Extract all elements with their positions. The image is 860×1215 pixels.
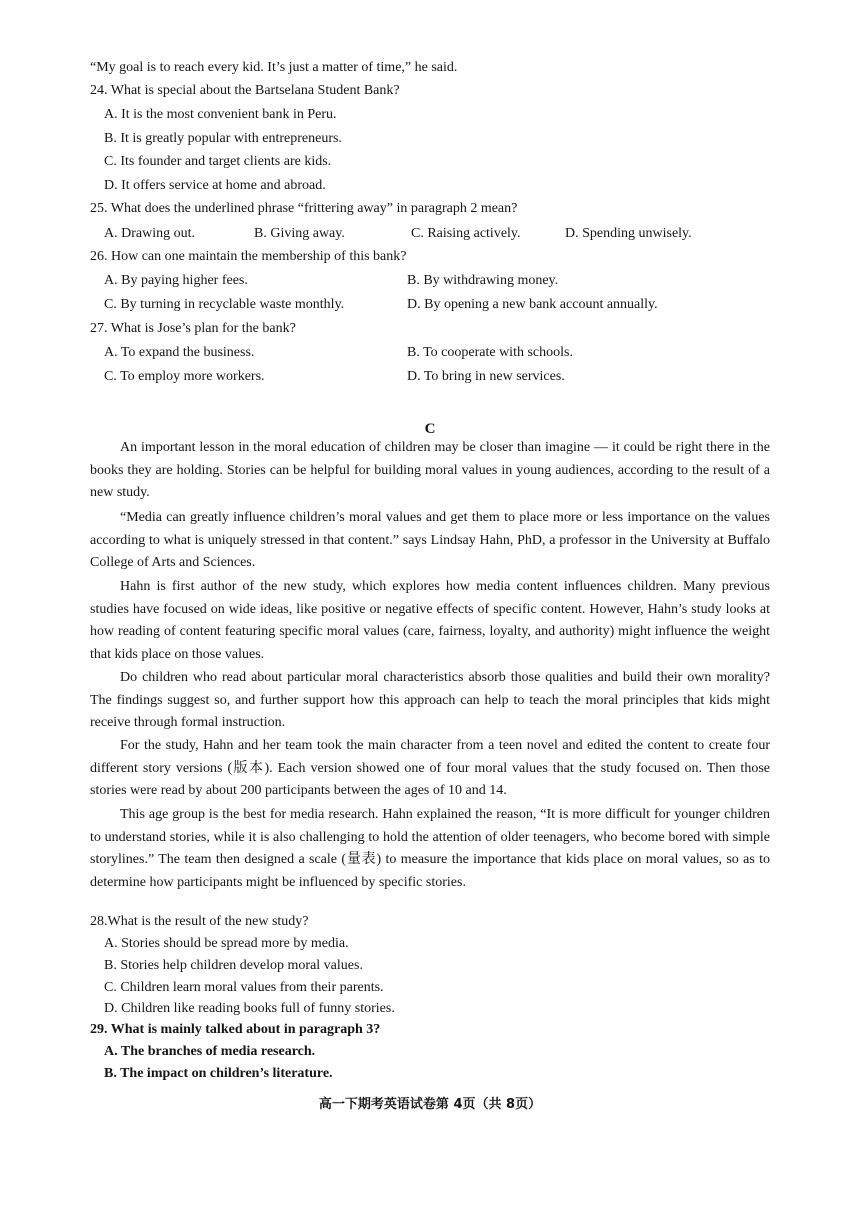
passage-paragraph-5: For the study, Hahn and her team took the main character from a teen novel and edited the content to create four different story versions (版本). Each version showed one of four moral values that the study focused on. Then those stories were read by about 200 participants between the ages of 10 and 14. [90, 738, 770, 799]
section-c-title: C [424, 421, 436, 437]
question-25-option-a: A. Drawing out. [104, 226, 195, 241]
question-24-option-a: A. It is the most convenient bank in Peru. [104, 107, 337, 122]
question-28-stem: 28.What is the result of the new study? [90, 914, 309, 929]
question-28-option-b: B. Stories help children develop moral values. [104, 958, 363, 973]
question-26-option-d: D. By opening a new bank account annually. [407, 297, 658, 312]
question-26-option-b: B. By withdrawing money. [407, 273, 559, 288]
closing-quote: “My goal is to reach every kid. It’s just a matter of time,” he said. [90, 60, 458, 75]
question-29-option-a: A. The branches of media research. [104, 1044, 316, 1059]
question-25-stem: 25. What does the underlined phrase “frittering away” in paragraph 2 mean? [90, 201, 518, 216]
passage-paragraph-6: This age group is the best for media research. Hahn explained the reason, “It is more difficult for younger children to understand stories, while it is also challenging to hold the attention of older teenagers, who become bored with simple storylines.” The team then designed a scale (量表) to measure the importance that kids place on moral values, so as to determine how participants might be influenced by specific stories. [90, 807, 770, 890]
page-footer: 高一下期考英语试卷第 4页（共 8页） [318, 1097, 542, 1112]
question-27-option-a: A. To expand the business. [104, 345, 255, 360]
passage-paragraph-2: “Media can greatly influence children’s moral values and get them to place more or less importance on the values according to what is uniquely stressed in that content.” says Lindsay Hahn, PhD, a professor in the University at Buffalo College of Arts and Sciences. [90, 510, 770, 571]
question-24-option-d: D. It offers service at home and abroad. [104, 178, 326, 193]
question-26-option-c: C. By turning in recyclable waste monthly. [104, 297, 345, 312]
question-28-option-d: D. Children like reading books full of funny stories. [104, 1001, 395, 1016]
question-24-option-c: C. Its founder and target clients are kids. [104, 154, 332, 169]
question-28-option-c: C. Children learn moral values from their parents. [104, 980, 384, 995]
question-24-option-b: B. It is greatly popular with entrepreneurs. [104, 131, 342, 146]
question-25-option-c: C. Raising actively. [411, 226, 521, 241]
question-27-option-b: B. To cooperate with schools. [407, 345, 573, 360]
question-26-option-a: A. By paying higher fees. [104, 273, 248, 288]
passage-paragraph-3: Hahn is first author of the new study, which explores how media content influences children. Many previous studies have focused on wide ideas, like positive or negative effects of specific content. However, Hahn’s study looks at how reading of content featuring specific moral values (care, fairness, loyalty, and authority) might influence the weight that kids place on those values. [90, 579, 770, 662]
question-24-stem: 24. What is special about the Bartselana Student Bank? [90, 83, 400, 98]
question-26-stem: 26. How can one maintain the membership of this bank? [90, 249, 407, 264]
question-27-option-d: D. To bring in new services. [407, 369, 565, 384]
passage-paragraph-4: Do children who read about particular moral characteristics absorb those qualities and build their own morality? The findings suggest so, and further support how this approach can help to teach the moral principles that kids might receive through formal instruction. [90, 670, 770, 731]
passage-paragraph-1: An important lesson in the moral education of children may be closer than imagine — it could be right there in the books they are holding. Stories can be helpful for building moral values in young audiences, according to the result of a new study. [90, 440, 770, 501]
question-29-stem: 29. What is mainly talked about in paragraph 3? [90, 1022, 381, 1037]
question-25-option-d: D. Spending unwisely. [565, 226, 692, 241]
question-27-option-c: C. To employ more workers. [104, 369, 265, 384]
question-29-option-b: B. The impact on children’s literature. [104, 1066, 333, 1081]
question-28-option-a: A. Stories should be spread more by media. [104, 936, 349, 951]
question-27-stem: 27. What is Jose’s plan for the bank? [90, 321, 296, 336]
question-25-option-b: B. Giving away. [254, 226, 345, 241]
